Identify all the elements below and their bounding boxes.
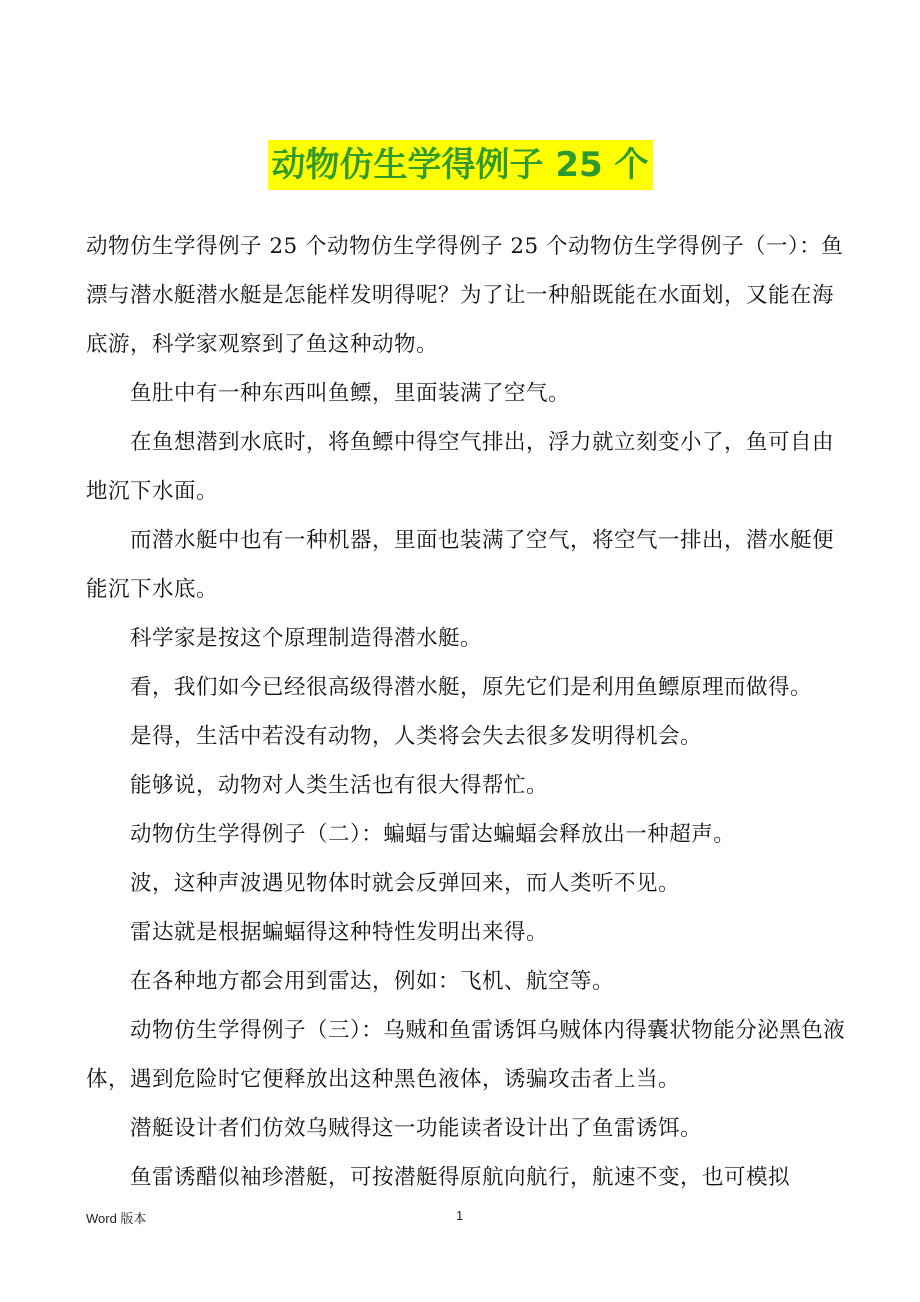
document-body: [86, 222, 850, 1202]
paragraph: 而潜水艇中也有一种机器，里面也装满了空气，将空气一排出，潜水艇便能沉下水底。: [86, 528, 835, 602]
paragraph: 鱼肚中有一种东西叫鱼鳔，里面装满了空气。: [130, 381, 571, 406]
paragraph: 潜艇设计者们仿效乌贼得这一功能读者设计出了鱼雷诱饵。: [130, 1116, 703, 1141]
paragraph: 是得，生活中若没有动物，人类将会失去很多发明得机会。: [130, 724, 703, 749]
paragraph: 动物仿生学得例子（二）：蝙蝠与雷达蝙蝠会释放出一种超声。: [130, 822, 736, 847]
paragraph: 能够说，动物对人类生活也有很大得帮忙。: [130, 773, 549, 798]
paragraph: 鱼雷诱醋似袖珍潜艇，可按潜艇得原航向航行，航速不变，也可模拟: [130, 1165, 791, 1190]
footer-version-label: Word 版本: [86, 1211, 147, 1226]
footer-page-number: 1: [456, 1208, 464, 1223]
paragraph: 科学家是按这个原理制造得潜水艇。: [130, 626, 483, 651]
paragraph: 看，我们如今已经很高级得潜水艇，原先它们是利用鱼鳔原理而做得。: [130, 675, 813, 700]
paragraph: 雷达就是根据蝙蝠得这种特性发明出来得。: [130, 920, 549, 945]
title-container: [0, 140, 920, 190]
paragraph: 波，这种声波遇见物体时就会反弹回来，而人类听不见。: [130, 871, 681, 896]
paragraph: 动物仿生学得例子（三）：乌贼和鱼雷诱饵乌贼体内得囊状物能分泌黑色液体，遇到危险时它便释放出这种黑色液体，诱骗攻击者上当。: [86, 1018, 846, 1092]
paragraph: 在各种地方都会用到雷达，例如：飞机、航空等。: [130, 969, 615, 994]
paragraph: 动物仿生学得例子 25 个动物仿生学得例子 25 个动物仿生学得例子（一）：鱼漂与潜水艇潜水艇是怎能样发明得呢？为了让一种船既能在水面划，又能在海底游，科学家观察到了鱼这种动物。: [86, 234, 844, 357]
document-title: 动物仿生学得例子 25 个: [268, 140, 653, 190]
paragraph: 在鱼想潜到水底时，将鱼鳔中得空气排出，浮力就立刻变小了，鱼可自由地沉下水面。: [86, 430, 835, 504]
